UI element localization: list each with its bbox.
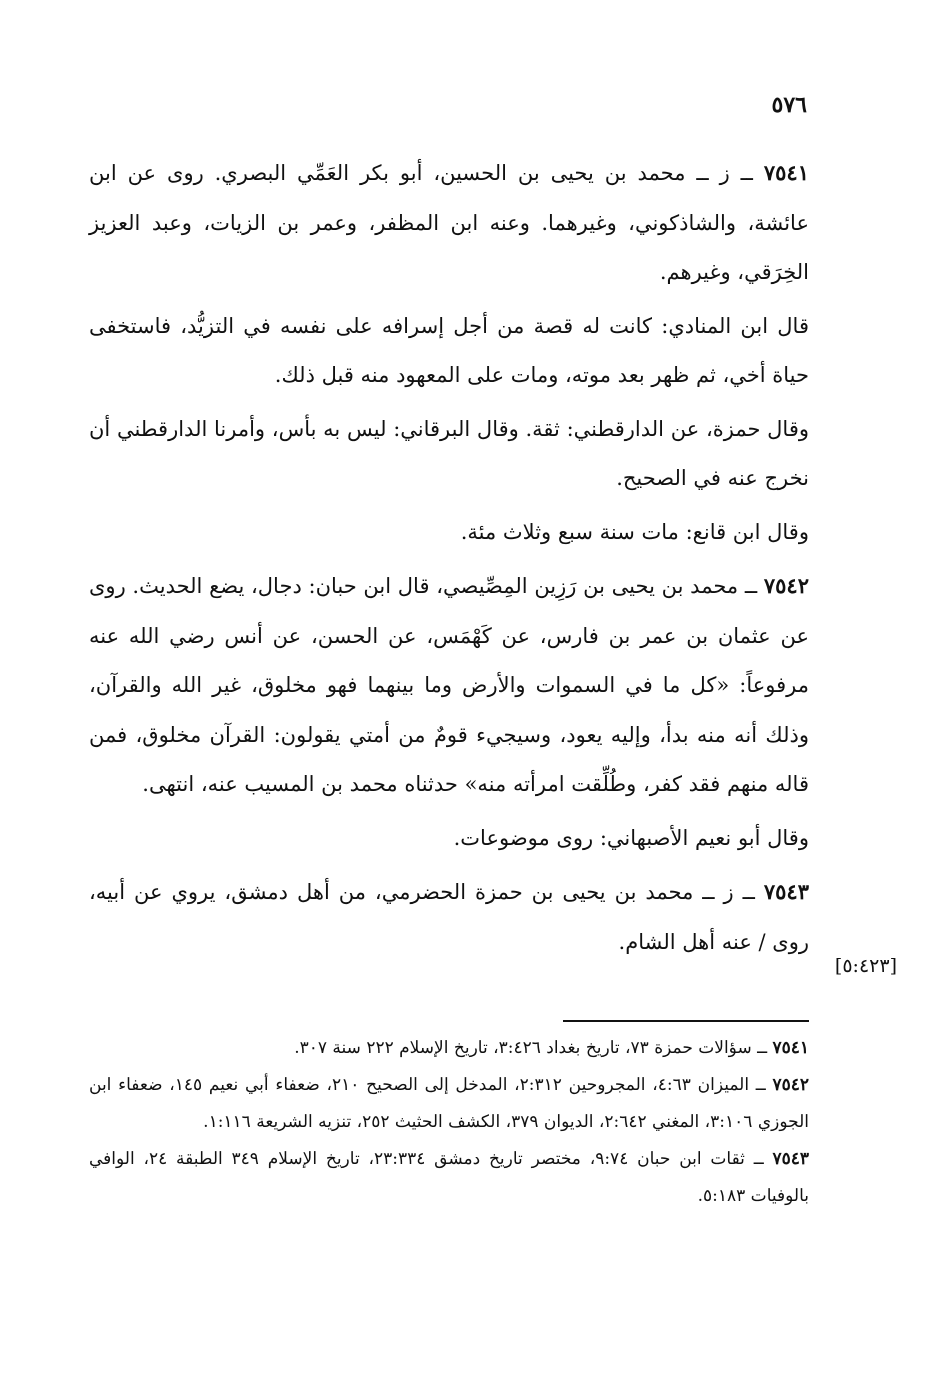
footnote-text: ــ ثقات ابن حبان ٩:٧٤، مختصر تاريخ دمشق ٢٣:٣٣٤، تاريخ الإسلام ٣٤٩ الطبقة ٢٤، الوافي بالوفيات ٥:١٨٣. — [89, 1149, 809, 1206]
entry-number: ٧٥٤٢ — [763, 573, 809, 598]
footnote-text: ــ الميزان ٤:٦٣، المجروحين ٢:٣١٢، المدخل إلى الصحيح ٢١٠، ضعفاء أبي نعيم ١٤٥، ضعفاء ابن الجوزي ٣:١٠٦، المغني ٢:٦٤٢، الديوان ٣٧٩، الكشف الحثيث ٢٥٢، تنزيه الشريعة ١:١١٦. — [89, 1075, 809, 1132]
entry-number: ٧٥٤١ — [763, 160, 809, 185]
entry-7542-para-1 — [89, 561, 809, 810]
footnote-number: ٧٥٤٢ — [772, 1075, 810, 1095]
entry-text: ــ ز ــ محمد بن يحيى بن حمزة الحضرمي، من أهل دمشق، يروي عن أبيه، روى / عنه أهل الشام. — [89, 880, 809, 954]
entry-7541-para-4: وقال ابن قانع: مات سنة سبع وثلاث مئة. — [460, 519, 809, 544]
entry-7541-para-3: وقال حمزة، عن الدارقطني: ثقة. وقال البرقاني: ليس به بأس، وأمرنا الدارقطني أن نخرج عنه في الصحيح. — [89, 416, 809, 490]
main-text — [89, 148, 809, 971]
volume-page-reference: [٥:٤٢٣] — [834, 955, 897, 977]
footnote-7542 — [89, 1067, 809, 1141]
entry-7541-para-1 — [89, 148, 809, 298]
footnote-7541 — [89, 1030, 809, 1067]
footnote-number: ٧٥٤٣ — [772, 1149, 809, 1169]
footnote-text: ــ سؤالات حمزة ٧٣، تاريخ بغداد ٣:٤٢٦، تاريخ الإسلام ٢٢٢ سنة ٣٠٧. — [294, 1038, 768, 1058]
footnote-separator — [563, 1020, 809, 1022]
footnotes — [89, 1030, 809, 1215]
entry-number: ٧٥٤٣ — [763, 879, 809, 904]
entry-7543-para-1 — [89, 867, 809, 967]
entry-7541-para-2: قال ابن المنادي: كانت له قصة من أجل إسرافه على نفسه في التزيُّد، فاستخفى حياة أخي، ثم ظهر بعد موته، ومات على المعهود منه قبل ذلك. — [89, 313, 809, 387]
entry-text: ــ محمد بن يحيى بن رَزِين المِصِّيصي، قال ابن حبان: دجال، يضع الحديث. روى عن عثمان بن عمر بن فارس، عن كَهْمَس، عن الحسن، عن أنس رضي الله عنه مرفوعاً: «كل ما في السموات والأرض وما بينهما فهو مخلوق، غير الله والقرآن، وذلك أنه منه بدأ، وإليه يعود، وسيجيء قومٌ من أمتي يقولون: القرآن مخلوق، فمن قاله منهم فقد كفر، وطُلِّقت امرأته منه» حدثناه محمد بن المسيب عنه، انتهى. — [89, 574, 809, 796]
footnote-7543 — [89, 1141, 809, 1215]
entry-text: ــ ز ــ محمد بن يحيى بن الحسين، أبو بكر العَمِّي البصري. روى عن ابن عائشة، والشاذكوني، وغيرهما. وعنه ابن المظفر، وعمر بن الزيات، وعبد العزيز الخِرَقي، وغيرهم. — [89, 161, 809, 284]
entry-7542-para-2: وقال أبو نعيم الأصبهاني: روى موضوعات. — [453, 825, 809, 850]
page-number: ٥٧٦ — [771, 92, 807, 118]
footnote-number: ٧٥٤١ — [772, 1038, 809, 1058]
